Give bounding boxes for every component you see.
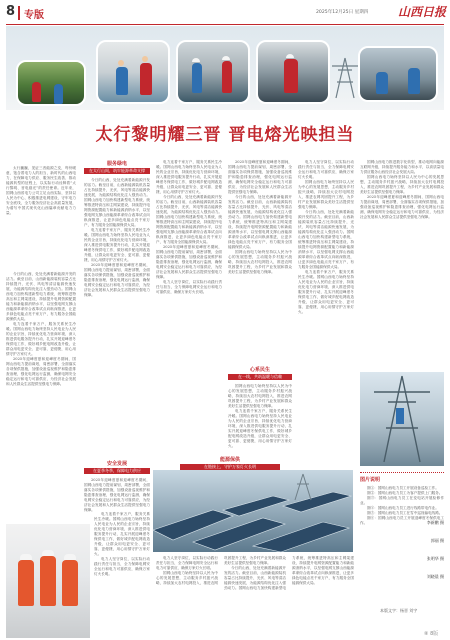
photographer-name: 郭丽 摄 bbox=[430, 538, 444, 543]
transmission-tower-icon bbox=[328, 56, 362, 100]
photo-captions bbox=[360, 486, 444, 604]
column-4-lower bbox=[228, 384, 292, 466]
worker-figure bbox=[62, 560, 78, 606]
body-text: 今日的山西，处处充满着新能源开发的活力。截至目前，山西新能源装机容量占比持续提升，光伏、风电等清洁能源快速发展，为能源结构优化注入强劲动力。国网山西电力加快构建新型电力系统，统筹推进特高压和主网架建设，持续提升电网资源配置能力和新能源消纳水平，以坚强电网支撑山西能源革命综合改革试点向纵深推进，让更多绿色电能点亮千家万户，有力服务全国能源保供大局。 bbox=[228, 195, 292, 249]
body-text: 电力人坚守岗位，以实际行动践行责任与担当，全力保障电网安全运行和电力可靠供应，确保万家灯火长明。 bbox=[94, 557, 150, 576]
lead-paragraph bbox=[6, 166, 76, 270]
lower-body-text bbox=[156, 556, 354, 628]
body-text: 今日的山西，处处充满着新能源开发的活力。截至目前，山西新能源装机容量占比持续提升，光伏、风电等清洁能源快速发展，为能源结构优化注入强劲动力。国网山西电力加快构建新型电力系统，统筹推进特高压和主网架建设，持续提升电网资源配置能力和新能源消纳水平，以坚强电网支撑山西能源革命综合改革试点向纵深推进，让更多绿色电能点亮千家万户，有力服务全国能源保供大局。 bbox=[84, 178, 150, 227]
photographer-name: 张明华 摄 bbox=[426, 556, 444, 561]
page-number: 8 bbox=[6, 4, 16, 19]
caption: 图⑥：国网山西电力员工开展迎峰度冬保供电工作。 bbox=[360, 516, 444, 525]
page-footer: ⑧ 8版 bbox=[424, 631, 439, 637]
column-4 bbox=[228, 160, 292, 360]
header-divider bbox=[6, 24, 444, 25]
body-text: 国网山西电力始终坚持以人民为中心的发展思想，主动服务乡村振兴战略，持续加大农村电网投入，推进农网巩固提升工程，为乡村产业发展和群众美好生活提供坚强电力保障。 bbox=[156, 556, 286, 585]
body-text: 今日的山西，处处充满着新能源开发的活力。截至目前，山西新能源装机容量占比持续提升，光伏、风电等清洁能源快速发展，为能源结构优化注入强劲动力。国网山西电力加快构建新型电力系统，统筹推进特高压和主网架建设，持续提升电网资源配置能力和新能源消纳水平，以坚强电网支撑山西能源革命综合改革试点向纵深推进，让更多绿色电能点亮千家万户，有力服务全国能源保供大局。 bbox=[156, 195, 222, 244]
body-text: 今日的山西，处处充满着新能源开发的活力。截至目前，山西新能源装机容量占比持续提升，光伏、风电等清洁能源快速发展，为能源结构优化注入强劲动力。国网山西电力加快构建新型电力系统，统筹推进特高压和主网架建设，持续提升电网资源配置能力和新能源消纳水平，以坚强电网支撑山西能源革命综合改革试点向纵深推进，让更多绿色电能点亮千家万户，有力服务全国能源保供大局。 bbox=[6, 272, 76, 321]
body-text: 电力连着千家万户，服务关系民生冷暖。国网山西电力始终坚持人民电业为人民的企业宗旨，持续优化电力营商环境，深入推进供电服务提升行动，扎实开展迎峰度冬保供电工作，做好城乡配电网改造升级，让群众用电更安全、更可靠、更便捷，用心用情守护万家灯火。 bbox=[298, 270, 354, 314]
worker-figure bbox=[32, 82, 41, 102]
worker-figure bbox=[116, 67, 128, 95]
lead-text: 太行巍巍，见证三晋能源之变，每份暖意，饱含着电力人的担当，新时代的山西电力，在保障电力供应、服务民生改善、推动能源转型的征程上，以实际行动诠释着“太行黎明、晋电熔光”的责任使命。近年来，国网山西省电力公司立足山西实际，坚持以人民为中心，积极推进电网建设，守牢电力安全底线，全力服务经济社会高质量发展，为谱写中国式现代化山西篇章贡献电力力量。 bbox=[6, 166, 76, 215]
body-text: 国网山西电力始终坚持以人民为中心的发展思想，主动服务乡村振兴战略，持续加大农村电网投入，推进农网巩固提升工程，为乡村产业发展和群众美好生活提供坚强电力保障。 bbox=[228, 250, 292, 274]
section-title: 服务绿电 bbox=[106, 161, 127, 167]
caption: 图④：国网山西电力员工进行线路带电作业。 bbox=[367, 506, 439, 510]
section-subtitle: 在链接上，守护万家灯火长明 bbox=[180, 464, 280, 470]
body-text: 2025年迎峰度夏和迎峰度冬期间，国网山西电力提前谋划，周密部署，全面落实各项保供措施，加强设备巡视维护和隐患排查治理，强化电网运行监测，确保电网安全稳定运行和电力可靠供应，为经济社会发展和人民群众生活提供坚强电力保障。 bbox=[228, 160, 292, 194]
photo-solar-field bbox=[153, 470, 353, 552]
column-2-bottom bbox=[94, 512, 150, 630]
section-title: 能源保供 bbox=[219, 457, 240, 463]
body-text: 电力人坚守岗位，以实际行动践行责任与担当，全力保障电网安全运行和电力可靠供应，确保万家灯火长明。 bbox=[156, 280, 222, 294]
body-text: 2025年迎峰度夏和迎峰度冬期间，国网山西电力提前谋划，周密部署，全面落实各项保供措施，加强设备巡视维护和隐患排查治理，强化电网运行监测，确保电网安全稳定运行和电力可靠供应，为经济社会发展和人民群众生活提供坚强电力保障。 bbox=[84, 263, 150, 297]
newspaper-logo: 山西日报 bbox=[398, 5, 447, 19]
worker-figure bbox=[40, 556, 56, 606]
body-text: 电力连着千家万户，服务关系民生冷暖。国网山西电力始终坚持人民电业为人民的企业宗旨，持续优化电力营商环境，深入推进供电服务提升行动，扎实开展迎峰度冬保供电工作，做好城乡配电网改造升级，让群众用电更安全、更可靠、更便捷，用心用情守护万家灯火。 bbox=[156, 160, 222, 194]
worker-figure bbox=[408, 68, 420, 94]
body-text: 电力人坚守岗位，以实际行动践行责任与担当，全力保障电网安全运行和电力可靠供应，确保万家灯火长明。 bbox=[156, 556, 218, 570]
worker-figure bbox=[222, 61, 232, 93]
body-text: 今日的山西，处处充满着新能源开发的活力。截至目前，山西新能源装机容量占比持续提升，光伏、风电等清洁能源快速发展，为能源结构优化注入强劲动力。国网山西电力加快构建新型电力系统，统筹推进特高压和主网架建设，持续提升电网资源配置能力和新能源消纳水平，以坚强电网支撑山西能源革命综合改革试点向纵深推进，让更多绿色电能点亮千家万户，有力服务全国能源保供大局。 bbox=[224, 556, 354, 590]
worker-figure bbox=[192, 63, 202, 93]
banner-photo-snow-line bbox=[358, 46, 438, 102]
photo-workers-snow bbox=[6, 524, 90, 638]
body-text: 国网山西电力推进数字化转型，推动电网向能源互联网升级，持续提升服务能力和水平，以高质量电力供应服务山西经济社会发展大局。 bbox=[360, 160, 444, 174]
body-text: 2025年迎峰度夏和迎峰度冬期间，国网山西电力提前谋划，周密部署，全面落实各项保供措施，加强设备巡视维护和隐患排查治理，强化电网运行监测，确保电网安全稳定运行和电力可靠供应，为经济社会发展和人民群众生活提供坚强电力保障。 bbox=[6, 357, 76, 386]
body-text: 国网山西电力始终坚持以人民为中心的发展思想，主动服务乡村振兴战略，持续加大农村电网投入，推进农网巩固提升工程，为乡村产业发展和群众美好生活提供坚强电力保障。 bbox=[360, 175, 444, 194]
body-text: 电力连着千家万户，服务关系民生冷暖。国网山西电力始终坚持人民电业为人民的企业宗旨，持续优化电力营商环境，深入推进供电服务提升行动，扎实开展迎峰度冬保供电工作，做好城乡配电网改造升级，让群众用电更安全、更可靠、更便捷，用心用情守护万家灯火。 bbox=[84, 228, 150, 262]
banner-photo-service bbox=[96, 40, 170, 104]
column-1 bbox=[6, 272, 76, 520]
body-text: 电力人坚守岗位，以实际行动践行责任与担当，全力保障电网安全运行和电力可靠供应，确保万家灯火长明。 bbox=[298, 160, 354, 179]
caption: 图②：国网山西电力员工为客户提供上门服务。 bbox=[367, 491, 443, 495]
worker-figure bbox=[284, 59, 298, 93]
worker-figure bbox=[54, 84, 63, 104]
body-text: 2025年迎峰度夏和迎峰度冬期间，国网山西电力提前谋划，周密部署，全面落实各项保供措施，加强设备巡视维护和隐患排查治理，强化电网运行监测，确保电网安全稳定运行和电力可靠供应，为经济社会发展和人民群众生活提供坚强电力保障。 bbox=[84, 478, 150, 512]
photographer-name: 李新鹏 摄 bbox=[426, 520, 444, 525]
banner-photo-substation bbox=[176, 40, 250, 104]
headline: 太行黎明耀三晋 晋电熔光映担当 bbox=[95, 125, 355, 145]
body-text: 电力连着千家万户，服务关系民生冷暖。国网山西电力始终坚持人民电业为人民的企业宗旨，持续优化电力营商环境，深入推进供电服务提升行动，扎实开展迎峰度冬保供电工作，做好城乡配电网改造升级，让群众用电更安全、更可靠、更便捷，用心用情守护万家灯火。 bbox=[6, 322, 76, 356]
section-marker bbox=[18, 6, 20, 20]
column-5 bbox=[298, 160, 354, 466]
worker-figure bbox=[140, 63, 152, 95]
body-text: 2025年迎峰度夏和迎峰度冬期间，国网山西电力提前谋划，周密部署，全面落实各项保供措施，加强设备巡视维护和隐患排查治理，强化电网运行监测，确保电网安全稳定运行和电力可靠供应，为经济社会发展和人民群众生活提供坚强电力保障。 bbox=[156, 245, 222, 279]
column-2 bbox=[84, 178, 150, 456]
body-text: 今日的山西，处处充满着新能源开发的活力。截至目前，山西新能源装机容量占比持续提升，光伏、风电等清洁能源快速发展，为能源结构优化注入强劲动力。国网山西电力加快构建新型电力系统，统筹推进特高压和主网架建设，持续提升电网资源配置能力和新能源消纳水平，以坚强电网支撑山西能源革命综合改革试点向纵深推进，让更多绿色电能点亮千家万户，有力服务全国能源保供大局。 bbox=[298, 210, 354, 269]
caption: 图①：国网山西电力员工开展设备巡检工作。 bbox=[367, 486, 439, 490]
photo-tower-climb bbox=[360, 372, 444, 466]
issue-date: 2025年12月25日 星期四 bbox=[316, 10, 369, 15]
worker-figure bbox=[18, 560, 34, 606]
section-subtitle: 在夏季冬季，保障电力供应 bbox=[84, 468, 150, 474]
caption-divider bbox=[360, 472, 444, 473]
body-text: 电力连着千家万户，服务关系民生冷暖。国网山西电力始终坚持人民电业为人民的企业宗旨，持续优化电力营商环境，深入推进供电服务提升行动，扎实开展迎峰度冬保供电工作，做好城乡配电网改造升级，让群众用电更安全、更可靠、更便捷，用心用情守护万家灯火。 bbox=[94, 512, 150, 556]
section-subtitle: 在太行山间，筑牢能源革命支撑 bbox=[84, 168, 150, 174]
body-text: 国网山西电力始终坚持以人民为中心的发展思想，主动服务乡村振兴战略，持续加大农村电网投入，推进农网巩固提升工程，为乡村产业发展和群众美好生活提供坚强电力保障。 bbox=[228, 384, 292, 408]
banner-photo-control-room bbox=[256, 40, 330, 104]
transmission-tower-icon bbox=[360, 372, 444, 466]
section-title: 安全发展 bbox=[106, 461, 127, 467]
body-text: 2025年迎峰度夏和迎峰度冬期间，国网山西电力提前谋划，周密部署，全面落实各项保供措施，加强设备巡视维护和隐患排查治理，强化电网运行监测，确保电网安全稳定运行和电力可靠供应，为经济社会发展和人民群众生活提供坚强电力保障。 bbox=[360, 195, 444, 219]
section-subtitle: 在一线，共筑温暖与信赖 bbox=[228, 374, 292, 380]
caption: 图③：国网山西电力员工在变电站开展检修作业。 bbox=[360, 496, 444, 505]
banner-photos bbox=[6, 26, 444, 110]
column-3 bbox=[156, 160, 222, 464]
worker-figure bbox=[376, 72, 388, 94]
section-name: 专版 bbox=[24, 10, 44, 21]
solar-panels-icon bbox=[153, 470, 353, 552]
caption-title: 图片说明 bbox=[360, 477, 381, 483]
caption: 图⑤：国网山西电力员工在雪中巡视输电线路。 bbox=[367, 511, 443, 515]
text-credit: 本版文字：杨晋 刘宇 bbox=[380, 608, 418, 613]
body-text: 国网山西电力始终坚持以人民为中心的发展思想，主动服务乡村振兴战略，持续加大农村电网投入，推进农网巩固提升工程，为乡村产业发展和群众美好生活提供坚强电力保障。 bbox=[298, 180, 354, 209]
photographer-name: 刘晓晨 摄 bbox=[426, 574, 444, 579]
column-2-lower bbox=[84, 478, 150, 512]
banner-photo-greenhouse bbox=[16, 60, 86, 106]
body-text: 电力连着千家万户，服务关系民生冷暖。国网山西电力始终坚持人民电业为人民的企业宗旨，持续优化电力营商环境，深入推进供电服务提升行动，扎实开展迎峰度冬保供电工作，做好城乡配电网改造升级，让群众用电更安全、更可靠、更便捷，用心用情守护万家灯火。 bbox=[228, 409, 292, 448]
section-title: 心系民生 bbox=[249, 367, 270, 373]
column-6 bbox=[360, 160, 444, 368]
